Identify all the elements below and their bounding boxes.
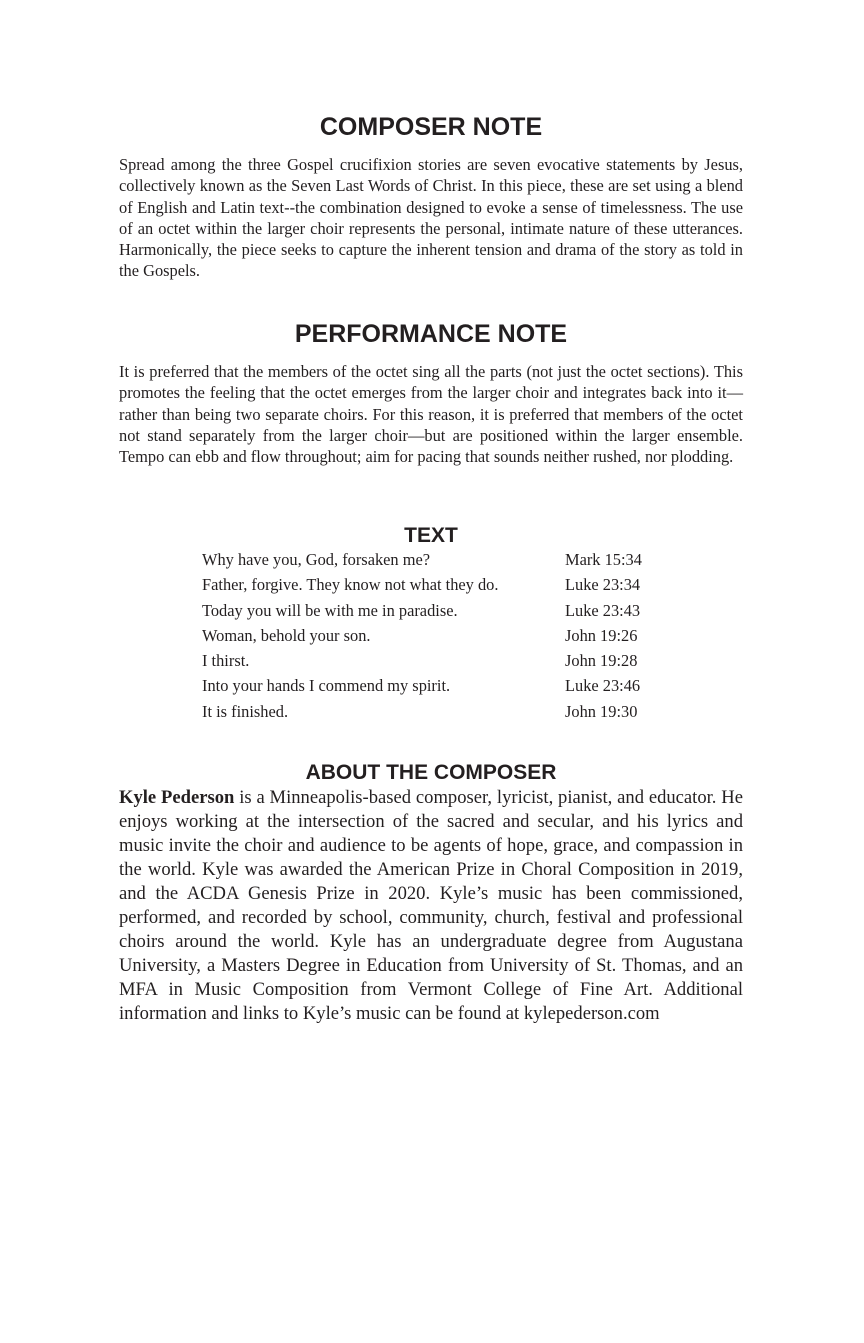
text-row — [202, 547, 662, 572]
text-table — [202, 547, 662, 724]
text-row — [202, 673, 662, 698]
text-quote: It is finished. — [202, 701, 289, 721]
performance-note-body: It is preferred that the members of the octet sing all the parts (not just the octet sections). This promotes the feeling that the octet emerges from the larger choir and integrates back into it—rather than being two separate choirs. For this reason, it is preferred that members of the octet not stand separately from the larger choir—but are positioned within the larger ensemble. Tempo can ebb and flow throughout; aim for pacing that sounds neither rushed, nor plodding. — [119, 362, 743, 467]
composer-name: Kyle Pederson — [119, 787, 235, 808]
text-reference: John 19:28 — [565, 651, 638, 671]
text-reference: Luke 23:46 — [565, 676, 641, 696]
text-quote: I thirst. — [202, 651, 250, 671]
text-reference: John 19:30 — [565, 701, 638, 721]
performance-note-heading: PERFORMANCE NOTE — [294, 320, 568, 348]
text-reference: Luke 23:34 — [565, 575, 641, 595]
about-composer-text: is a Minneapolis-based composer, lyricist, pianist, and educator. He enjoys working at the intersection of the sacred and secular, and his lyrics and music invite the choir and audience to be agents of hope, grace, and compassion in the world. Kyle was awarded the American Prize in Choral Composition in 2019, and the ACDA Genesis Prize in 2020. Kyle’s music has been commissioned, performed, and recorded by school, community, church, festival and professional choirs around the world. Kyle has an undergraduate degree from Augustana University, a Masters Degree in Education from University of St. Thomas, and an MFA in Music Composition from Vermont College of Fine Art. Additional information and links to Kyle’s music can be found at kylepederson.com — [119, 787, 743, 1024]
text-reference: John 19:26 — [565, 625, 638, 645]
about-composer-heading: ABOUT THE COMPOSER — [305, 761, 557, 784]
composer-note-body: Spread among the three Gospel crucifixion stories are seven evocative statements by Jesus, collectively known as the Seven Last Words of Christ. In this piece, these are set using a blend of English and Latin text--the combination designed to evoke a sense of timelessness. The use of an octet within the larger choir represents the personal, intimate nature of these utterances. Harmonically, the piece seeks to capture the inherent tension and drama of the story as told in the Gospels. — [119, 155, 743, 281]
text-row — [202, 699, 662, 724]
text-quote: Why have you, God, forsaken me? — [202, 550, 431, 569]
text-reference: Mark 15:34 — [565, 550, 642, 569]
text-quote: Into your hands I commend my spirit. — [202, 676, 451, 696]
text-row — [202, 648, 662, 673]
text-quote: Woman, behold your son. — [202, 625, 371, 645]
about-composer-body — [119, 786, 743, 1026]
text-quote: Today you will be with me in paradise. — [202, 600, 458, 620]
text-row — [202, 623, 662, 648]
composer-note-heading: COMPOSER NOTE — [319, 113, 543, 141]
text-reference: Luke 23:43 — [565, 600, 641, 620]
text-heading: TEXT — [404, 524, 458, 547]
text-row — [202, 572, 662, 597]
text-quote: Father, forgive. They know not what they do. — [202, 575, 499, 595]
text-row — [202, 598, 662, 623]
